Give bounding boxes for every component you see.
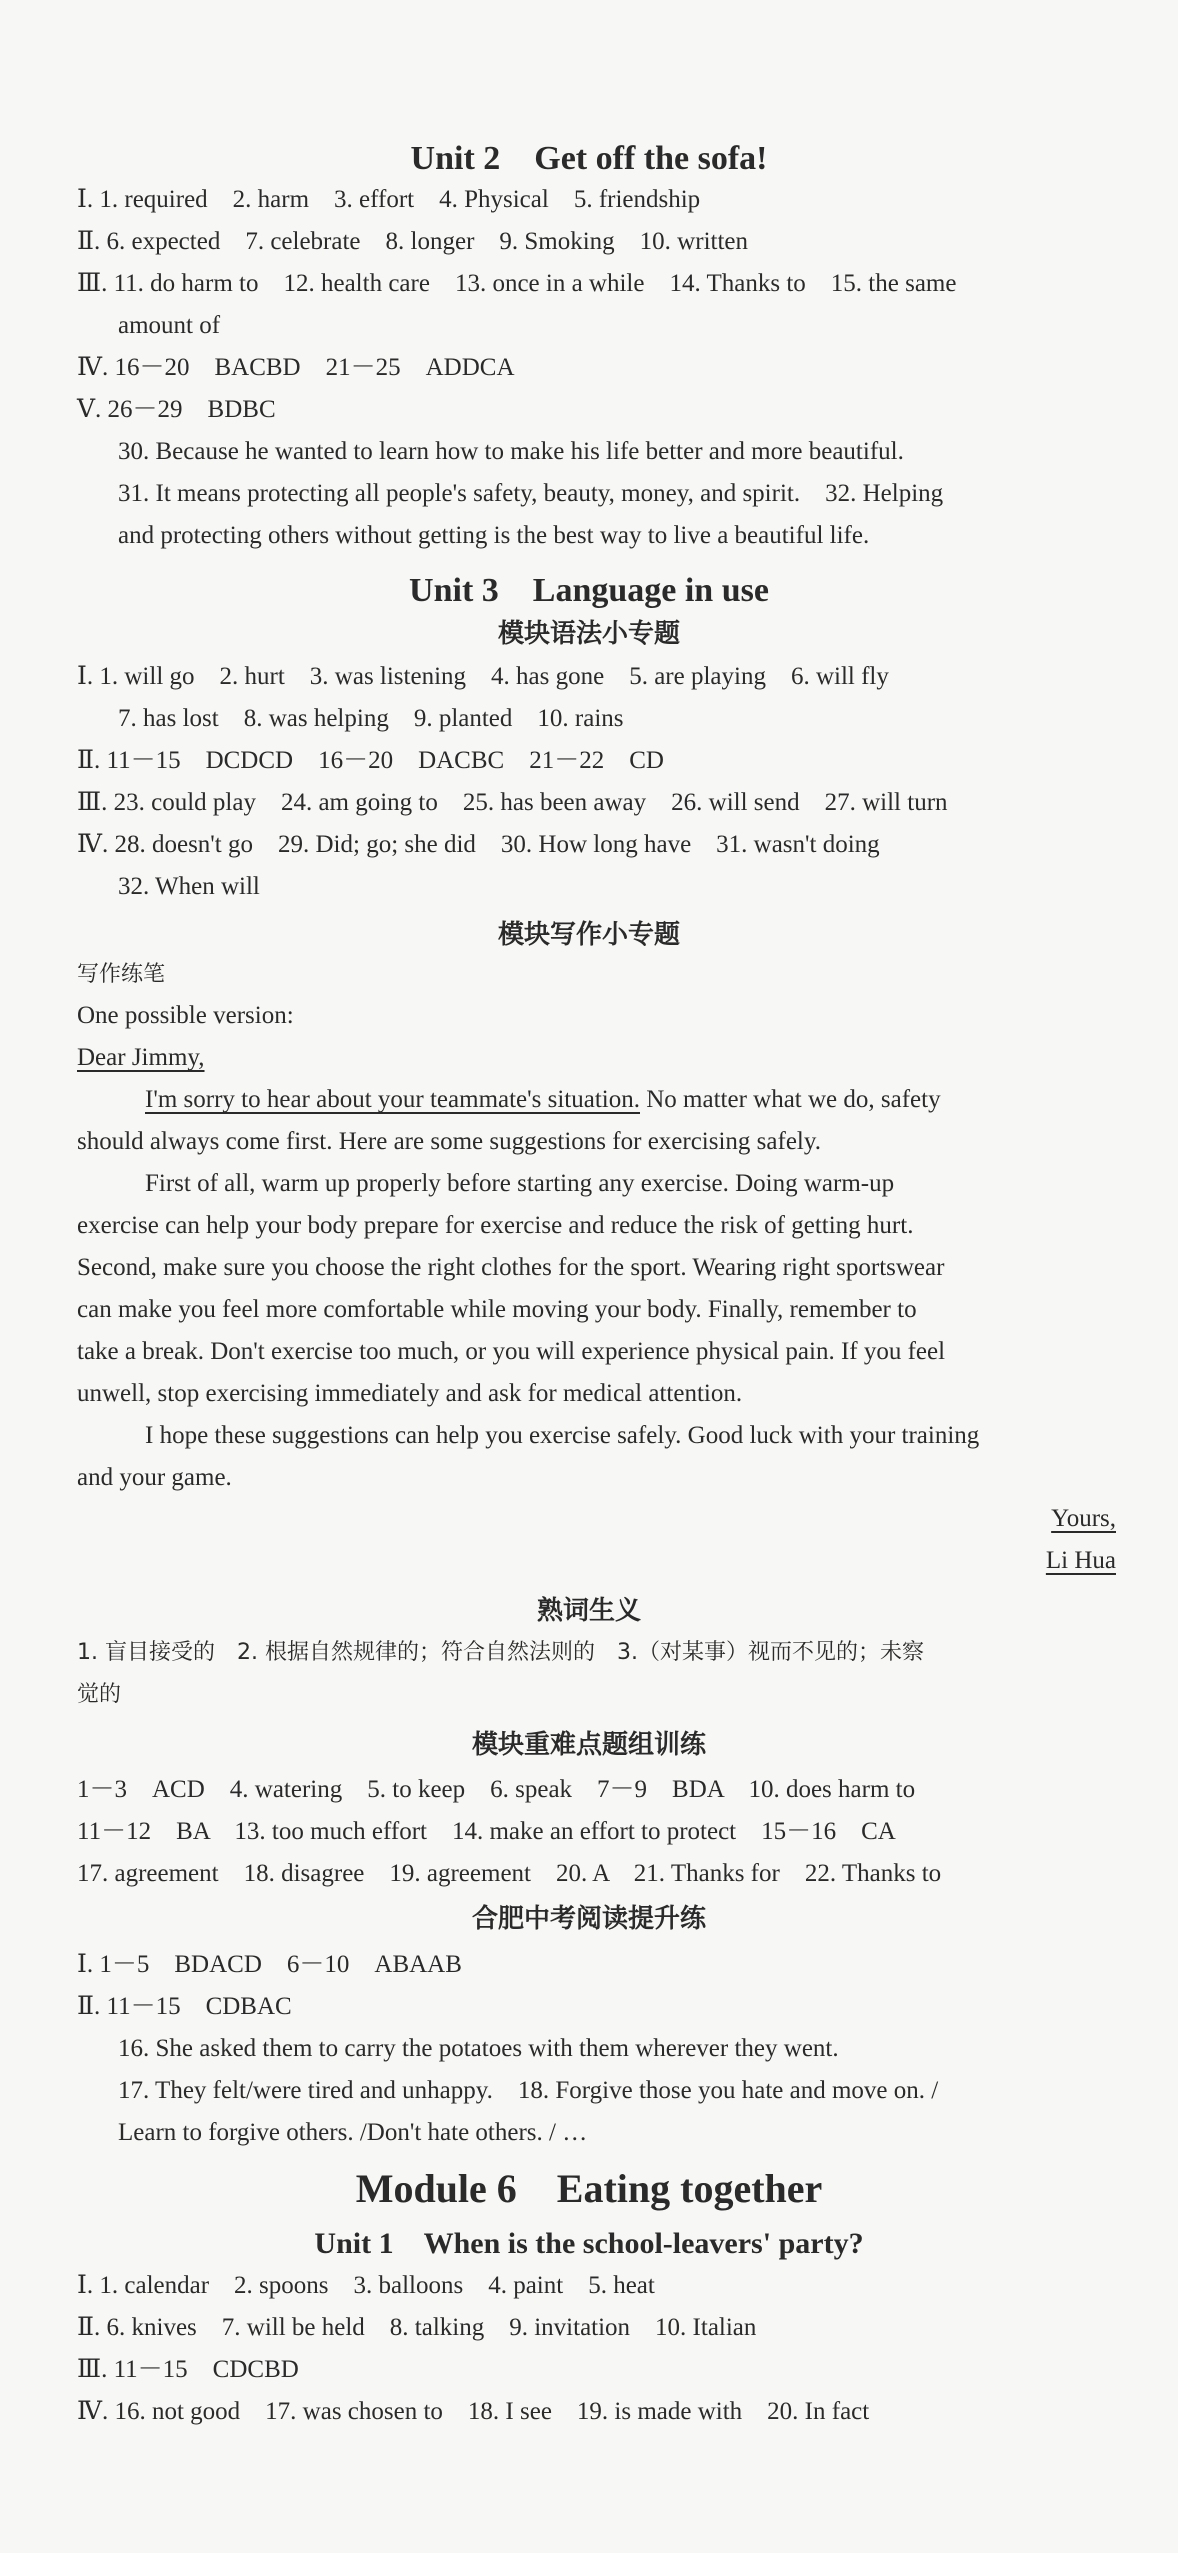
answer-line: Ⅱ. 6. expected 7. celebrate 8. longer 9. Smoking 10. written [77, 228, 748, 255]
answer-line: Ⅴ. 26－29 BDBC [77, 396, 276, 423]
answer-line: 11－12 BA 13. too much effort 14. make an effort to protect 15－16 CA [77, 1818, 896, 1845]
essay-line: take a break. Don't exercise too much, or you will experience physical pain. If you feel [77, 1338, 946, 1365]
unit2-title: Unit 2 Get off the sofa! [410, 140, 768, 177]
answer-line: Ⅲ. 11－15 CDCBD [77, 2356, 299, 2383]
essay-line: and your game. [77, 1464, 232, 1491]
writing-label: 写作练笔 [77, 962, 166, 987]
answer-line: 17. agreement 18. disagree 19. agreement 20. A 21. Thanks for 22. Thanks to [77, 1860, 942, 1887]
answer-line: Ⅳ. 28. doesn't go 29. Did; go; she did 30. How long have 31. wasn't doing [77, 831, 880, 858]
answer-line: Learn to forgive others. /Don't hate others. / … [118, 2119, 588, 2146]
answer-line: Ⅳ. 16. not good 17. was chosen to 18. I see 19. is made with 20. In fact [77, 2398, 870, 2425]
answer-line: Ⅱ. 11－15 CDBAC [77, 1993, 292, 2020]
essay-opening-rest: No matter what we do, safety [646, 1086, 941, 1113]
grammar-title: 模块语法小专题 [497, 619, 680, 649]
answer-line: Ⅰ. 1－5 BDACD 6－10 ABAAB [77, 1951, 462, 1978]
module6-title: Module 6 Eating together [355, 2166, 823, 2211]
unit3-title: Unit 3 Language in use [409, 572, 769, 609]
answer-line: Ⅰ. 1. required 2. harm 3. effort 4. Physical 5. friendship [77, 186, 701, 213]
reading-title: 合肥中考阅读提升练 [471, 1904, 706, 1934]
answer-line: 1－3 ACD 4. watering 5. to keep 6. speak 7－9 BDA 10. does harm to [77, 1776, 916, 1803]
essay-line: unwell, stop exercising immediately and ask for medical attention. [77, 1380, 743, 1407]
answer-line: 7. has lost 8. was helping 9. planted 10. rains [118, 705, 624, 732]
essay-line: I hope these suggestions can help you exercise safely. Good luck with your training [145, 1422, 980, 1449]
answer-line: Ⅳ. 16－20 BACBD 21－25 ADDCA [77, 354, 515, 381]
vocab-line: 觉的 [77, 1682, 122, 1707]
vocab-line: 1. 盲目接受的 2. 根据自然规律的；符合自然法则的 3.（对某事）视而不见的；未察 [77, 1640, 924, 1665]
answer-line: 16. She asked them to carry the potatoes with them wherever they went. [118, 2035, 839, 2062]
essay-line: should always come first. Here are some suggestions for exercising safely. [77, 1128, 821, 1155]
drill-title: 模块重难点题组训练 [471, 1730, 706, 1760]
answer-line: amount of [118, 312, 221, 339]
version-label: One possible version: [77, 1002, 294, 1029]
letter-signature: Li Hua [1045, 1547, 1116, 1574]
answer-line: and protecting others without getting is the best way to live a beautiful life. [118, 522, 870, 549]
letter-greeting: Dear Jimmy, [77, 1044, 205, 1071]
letter-closing: Yours, [1051, 1505, 1116, 1532]
essay-line: can make you feel more comfortable while moving your body. Finally, remember to [77, 1296, 917, 1323]
answer-line: Ⅲ. 11. do harm to 12. health care 13. once in a while 14. Thanks to 15. the same [77, 270, 957, 297]
essay-line: exercise can help your body prepare for exercise and reduce the risk of getting hurt. [77, 1212, 914, 1239]
answer-line: 17. They felt/were tired and unhappy. 18. Forgive those you hate and move on. / [118, 2077, 939, 2104]
essay-line [145, 1085, 941, 1115]
answer-line: 31. It means protecting all people's safety, beauty, money, and spirit. 32. Helping [118, 480, 944, 507]
answer-line: 30. Because he wanted to learn how to make his life better and more beautiful. [118, 438, 904, 465]
essay-line: First of all, warm up properly before starting any exercise. Doing warm-up [145, 1170, 895, 1197]
essay-opening: I'm sorry to hear about your teammate's situation. [145, 1086, 640, 1113]
answer-line: Ⅱ. 6. knives 7. will be held 8. talking 9. invitation 10. Italian [77, 2314, 757, 2341]
answer-line: Ⅱ. 11－15 DCDCD 16－20 DACBC 21－22 CD [77, 747, 664, 774]
vocab-title: 熟词生义 [536, 1596, 641, 1626]
answer-line: Ⅰ. 1. will go 2. hurt 3. was listening 4. has gone 5. are playing 6. will fly [77, 663, 889, 690]
answer-line: Ⅲ. 23. could play 24. am going to 25. has been away 26. will send 27. will turn [77, 789, 948, 816]
writing-title: 模块写作小专题 [497, 920, 680, 950]
answer-line: Ⅰ. 1. calendar 2. spoons 3. balloons 4. paint 5. heat [77, 2272, 655, 2299]
module6-unit1-title: Unit 1 When is the school-leavers' party? [314, 2227, 864, 2260]
answer-line: 32. When will [118, 873, 260, 900]
essay-line: Second, make sure you choose the right clothes for the sport. Wearing right sportswear [77, 1254, 945, 1281]
